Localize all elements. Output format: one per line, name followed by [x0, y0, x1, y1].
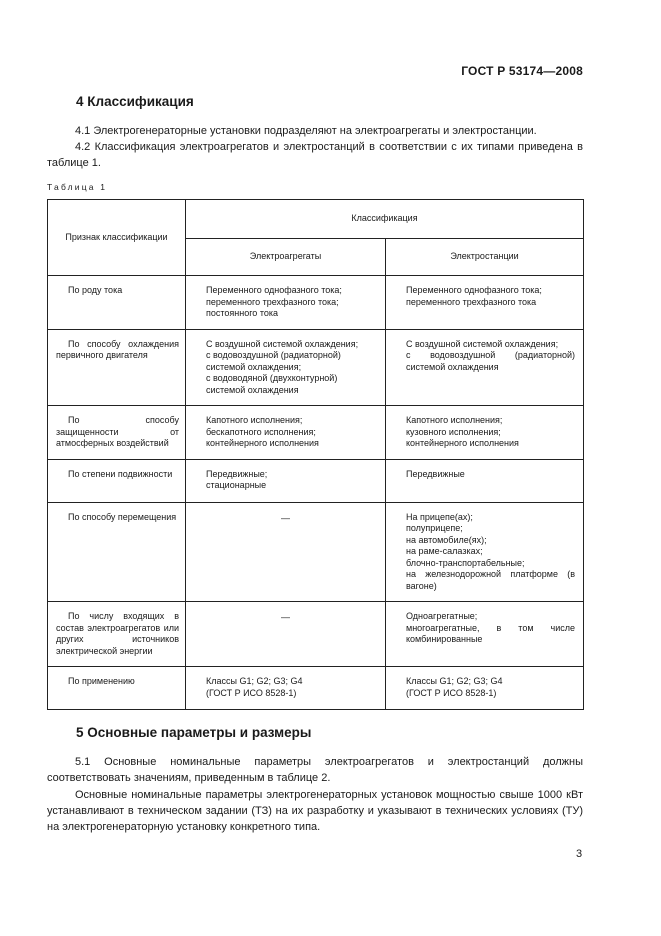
- feature-cell: По степени подвижности: [48, 459, 186, 502]
- header-stations: Электростанции: [386, 239, 584, 276]
- stations-cell: На прицепе(ах); полуприцепе; на автомобиле(ях); на раме-салазках; блочно-транспортабельные; на железнодорожной платформе (в вагоне): [386, 502, 584, 602]
- feature-cell: По способу охлаждения первичного двигателя: [48, 329, 186, 406]
- stations-cell: С воздушной системой охлаждения; с водовоздушной (радиаторной) системой охлаждения: [386, 329, 584, 406]
- empty-dash: —: [281, 612, 290, 622]
- paragraph-4-2: [47, 139, 583, 171]
- section-5-title: 5 Основные параметры и размеры: [76, 725, 312, 740]
- header-aggregates: Электроагрегаты: [186, 239, 386, 276]
- header-feature: Признак классификации: [48, 200, 186, 276]
- classification-table: [47, 199, 584, 710]
- table-row: [48, 406, 584, 460]
- paragraph-5-1: [47, 754, 583, 786]
- aggregates-cell: Переменного однофазного тока; переменного трехфазного тока; постоянного тока: [186, 276, 386, 330]
- stations-cell: Переменного однофазного тока; переменного трехфазного тока: [386, 276, 584, 330]
- page-number: 3: [576, 848, 583, 860]
- empty-dash: —: [281, 512, 290, 523]
- table-row: [48, 502, 584, 602]
- paragraph-4-1: [47, 123, 583, 139]
- paragraph-4-2-text: 4.2 Классификация электроагрегатов и электростанций в соответствии с их типами приведена в таблице 1.: [47, 141, 583, 169]
- aggregates-cell: Передвижные; стационарные: [186, 459, 386, 502]
- table-row: [48, 329, 584, 406]
- section-4-title: 4 Классификация: [76, 94, 194, 109]
- stations-cell: Капотного исполнения; кузовного исполнения; контейнерного исполнения: [386, 406, 584, 460]
- paragraph-5-2-text: Основные номинальные параметры электрогенераторных установок мощностью свыше 1000 кВт устанавливают в техническом задании (ТЗ) на их разработку и указывают в технических условиях (ТУ) на электрогенераторную установку конкретного типа.: [47, 789, 583, 833]
- table-row: [48, 276, 584, 330]
- stations-cell: Передвижные: [386, 459, 584, 502]
- feature-cell: По способу перемещения: [48, 502, 186, 602]
- paragraph-4-1-text: 4.1 Электрогенераторные установки подразделяют на электроагрегаты и электростанции.: [75, 125, 537, 137]
- paragraph-5-2: [47, 787, 583, 835]
- table-row: [48, 602, 584, 667]
- feature-cell: По числу входящих в состав электроагрегатов или других источников электрической энергии: [48, 602, 186, 667]
- aggregates-cell: [186, 602, 386, 667]
- aggregates-cell: [186, 502, 386, 602]
- table-row: [48, 459, 584, 502]
- stations-cell: Одноагрегатные; многоагрегатные, в том числе комбинированные: [386, 602, 584, 667]
- paragraph-5-1-text: 5.1 Основные номинальные параметры электроагрегатов и электростанций должны соответствовать значениям, приведенным в таблице 2.: [47, 756, 583, 784]
- aggregates-cell: Классы G1; G2; G3; G4 (ГОСТ Р ИСО 8528-1): [186, 667, 386, 710]
- table-caption: Таблица 1: [47, 182, 108, 192]
- aggregates-cell: С воздушной системой охлаждения; с водовоздушной (радиаторной) системой охлаждения; с водоводяной (двухконтурной) системой охлаждения: [186, 329, 386, 406]
- feature-cell: По способу защищенности от атмосферных воздействий: [48, 406, 186, 460]
- stations-cell: Классы G1; G2; G3; G4 (ГОСТ Р ИСО 8528-1): [386, 667, 584, 710]
- feature-cell: По роду тока: [48, 276, 186, 330]
- header-classification: Классификация: [186, 200, 584, 239]
- feature-cell: По применению: [48, 667, 186, 710]
- standard-code: ГОСТ Р 53174—2008: [461, 64, 583, 78]
- table-row: [48, 667, 584, 710]
- aggregates-cell: Капотного исполнения; бескапотного исполнения; контейнерного исполнения: [186, 406, 386, 460]
